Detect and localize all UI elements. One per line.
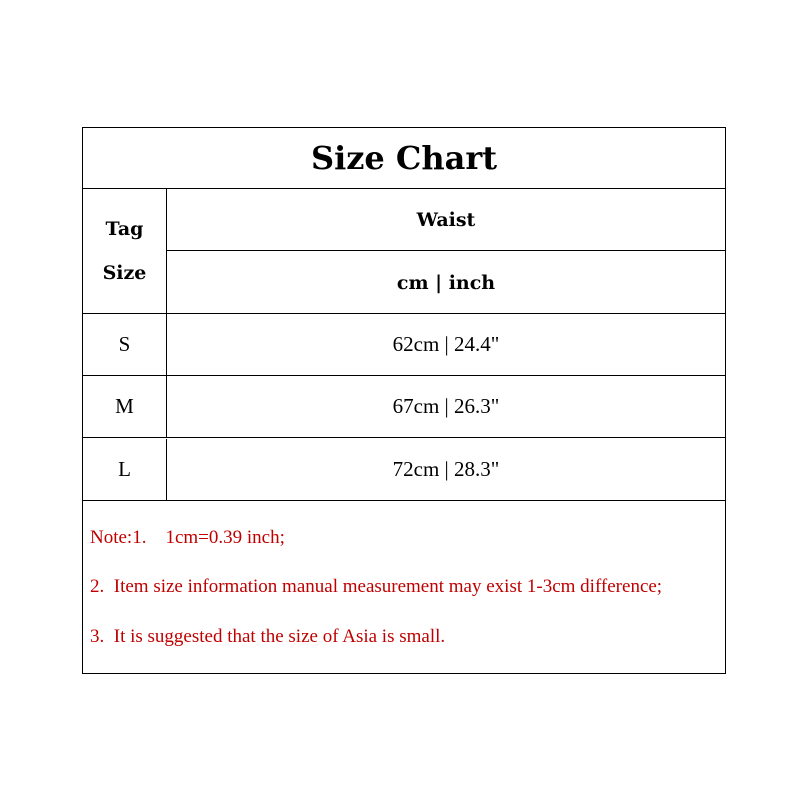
chart-title: Size Chart (83, 128, 725, 189)
tag-size-header-line2: Size (102, 262, 147, 284)
waist-cell-l: 72cm | 28.3" (167, 439, 725, 501)
tag-size-header-line1: Tag (105, 218, 144, 240)
note-1: Note:1. 1cm=0.39 inch; (90, 527, 285, 548)
tag-size-header (83, 189, 167, 314)
units-header: cm | inch (167, 252, 725, 314)
size-chart-table (82, 127, 726, 674)
note-3: 3. It is suggested that the size of Asia is small. (90, 626, 446, 647)
waist-cell-s: 62cm | 24.4" (167, 314, 725, 376)
waist-cell-m: 67cm | 26.3" (167, 376, 725, 438)
waist-header: Waist (167, 189, 725, 251)
notes-section (83, 502, 725, 672)
size-cell-s: S (83, 314, 167, 376)
size-cell-l: L (83, 439, 167, 501)
note-2: 2. Item size information manual measurement may exist 1-3cm difference; (90, 576, 663, 597)
size-cell-m: M (83, 376, 167, 438)
